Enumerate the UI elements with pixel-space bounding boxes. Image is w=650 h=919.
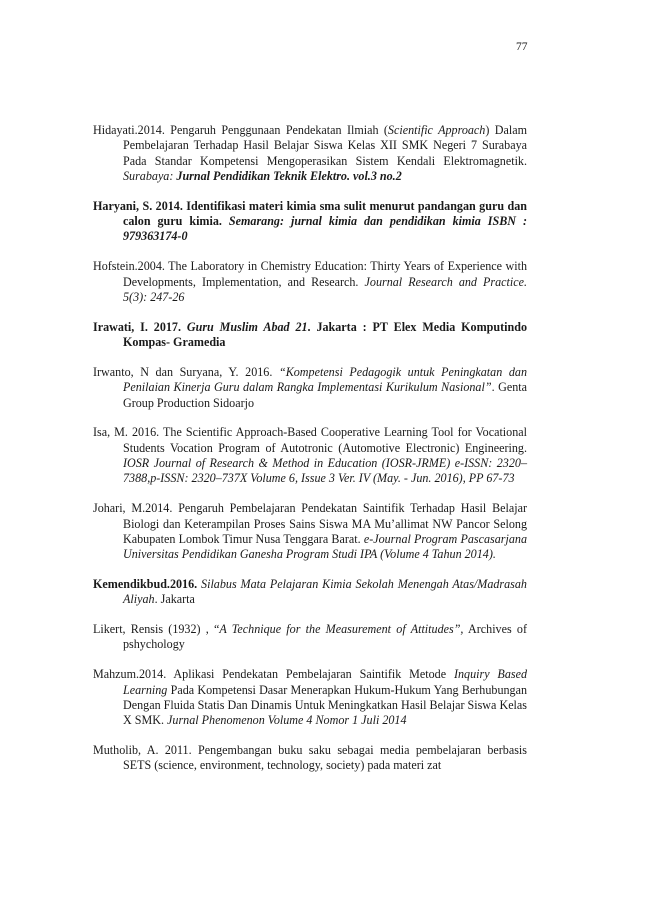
reference-text-segment: Surabaya: bbox=[123, 168, 177, 183]
reference-text-segment: . Jakarta : PT Elex Media Komputindo Kompas- Gramedia bbox=[123, 319, 527, 350]
reference-text-segment: IOSR Journal of Research & Method in Education (IOSR-JRME) e-ISSN: 2320–7388,p-ISSN: 2320–737X Volume 6, Issue 3 Ver. IV (May. - Jun. 2016), PP 67-73 bbox=[123, 456, 527, 486]
reference-text-segment: Hidayati.2014. Pengaruh Penggunaan Pendekatan Ilmiah ( bbox=[93, 123, 388, 137]
reference-entry bbox=[93, 501, 527, 562]
reference-text-segment: Likert, Rensis (1932) , “ bbox=[93, 622, 220, 637]
reference-text-segment: Hofstein.2004. The Laboratory in Chemistry Education: Thirty Years of Experience with Developments, Implementation, and Research. bbox=[93, 259, 527, 289]
reference-text-segment: Silabus Mata Pelajaran Kimia Sekolah Menengah Atas/Madrasah Aliyah bbox=[123, 576, 527, 607]
reference-text-segment: Semarang: jurnal kimia dan pendidikan kimia ISBN : 979363174-0 bbox=[123, 214, 527, 244]
reference-entry bbox=[93, 425, 527, 486]
reference-text-segment: Pada Kompetensi Dasar Menerapkan Hukum-Hukum Yang Berhubungan Dengan Fluida Statis Dan Dinamis Untuk Meningkatkan Hasil Belajar Siswa Kelas X SMK. bbox=[123, 682, 527, 728]
reference-text-segment: Irawati, I. 2017. bbox=[93, 319, 187, 334]
reference-text-segment: Inquiry Based Learning bbox=[123, 667, 527, 697]
reference-text-segment: ) Dalam Pembelajaran Terhadap Hasil Belajar Siswa Kelas XII SMK Negeri 7 Surabaya Pada Standar Kompetensi Mengoperasikan Sistem Kendali Elektromagnetik. bbox=[123, 123, 527, 168]
reference-text-segment: Mutholib, A. 2011. Pengembangan buku saku sebagai media pembelajaran berbasis SETS (science, environment, technology, society) pada materi zat bbox=[93, 743, 527, 773]
reference-text-segment: Mahzum.2014. Aplikasi Pendekatan Pembelajaran Saintifik Metode bbox=[93, 667, 454, 682]
reference-text-segment: . Genta Group Production Sidoarjo bbox=[123, 380, 527, 410]
reference-entry bbox=[93, 577, 527, 608]
reference-text-segment: Archives of pshychology bbox=[123, 622, 527, 652]
reference-text-segment: Johari, M.2014. Pengaruh Pembelajaran Pendekatan Saintifik Terhadap Hasil Belajar Biologi dan Keterampilan Proses Sains Siswa MA Mu’allimat NW Pancor Selong Kabupaten Lombok Timur Nusa Tenggara Barat. bbox=[93, 501, 527, 546]
reference-text-segment: Jurnal Pendidikan Teknik Elektro. vol.3 no.2 bbox=[176, 168, 402, 183]
reference-entry bbox=[93, 365, 527, 411]
reference-entry bbox=[93, 743, 527, 774]
reference-text-segment: Jurnal Phenomenon Volume 4 Nomor 1 Juli 2014 bbox=[167, 713, 407, 728]
reference-entry bbox=[93, 667, 527, 728]
reference-entry bbox=[93, 622, 527, 653]
reference-text-segment: Haryani, S. 2014. Identifikasi materi kimia sma sulit menurut pandangan guru dan calon guru kimia. bbox=[93, 198, 527, 229]
reference-text-segment: Irwanto, N dan Suryana, Y. 2016. bbox=[93, 364, 279, 379]
reference-entry bbox=[93, 259, 527, 305]
reference-text-segment: Isa, M. 2016. The Scientific Approach-Based Cooperative Learning Tool for Vocational Students Vocation Program of Autotronic (Automotive Electronic) Engineering. bbox=[93, 425, 527, 455]
reference-text-segment: Guru Muslim Abad 21 bbox=[186, 319, 308, 334]
reference-entry bbox=[93, 199, 527, 245]
reference-entry bbox=[93, 320, 527, 351]
reference-text-segment: A Technique for the Measurement of Attitudes”, bbox=[219, 622, 464, 637]
reference-text-segment: Scientific Approach bbox=[387, 123, 486, 137]
reference-list bbox=[93, 123, 527, 788]
reference-text-segment: Kemendikbud.2016. bbox=[93, 576, 202, 591]
reference-text-segment: “Kompetensi Pedagogik untuk Peningkatan dan Penilaian Kinerja Guru dalam Rangka Implementasi Kurikulum Nasional” bbox=[123, 364, 527, 395]
reference-text-segment: e-Journal Program Pascasarjana Universitas Pendidikan Ganesha Program Studi IPA (Volume 4 Tahun 2014). bbox=[123, 531, 527, 562]
page-number: 77 bbox=[516, 41, 528, 53]
reference-text-segment: . Jakarta bbox=[154, 592, 195, 607]
reference-text-segment: Journal Research and Practice. 5(3): 247-26 bbox=[123, 274, 528, 304]
reference-entry bbox=[93, 123, 527, 184]
